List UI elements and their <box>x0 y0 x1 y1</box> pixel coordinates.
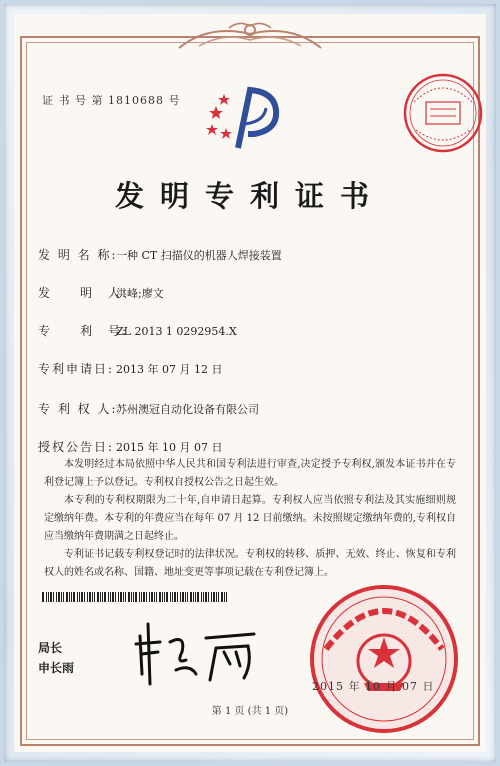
field-label: 专 利 权 人: <box>38 402 118 416</box>
field-label: 授权公告日: <box>38 440 115 454</box>
director-name: 申长雨 <box>38 661 75 675</box>
field-invention-name <box>38 246 282 263</box>
field-inventor <box>38 284 164 301</box>
body-paragraph: 专利证书记载专利权登记时的法律状况。专利权的转移、质押、无效、终止、恢复和专利权人的姓名或名称、国籍、地址变更等事项记载在专利登记簿上。 <box>44 549 456 578</box>
official-seal-icon <box>402 72 484 154</box>
document-title: 发明专利证书 <box>114 179 385 213</box>
field-value: ZL 2013 1 0292954.X <box>116 325 237 338</box>
patent-office-logo-icon <box>204 84 284 154</box>
page-indicator: 第 1 页 (共 1 页) <box>211 706 289 717</box>
field-value: 一种 CT 扫描仪的机器人焊接装置 <box>116 249 282 262</box>
body-paragraph: 本发明经过本局依照中华人民共和国专利法进行审查,决定授予专利权,颁发本证书并在专利登记簿上予以登记。专利权自授权公告之日起生效。 <box>44 459 456 488</box>
field-value: 苏州澳冠自动化设备有限公司 <box>116 403 259 416</box>
field-patentee <box>38 400 259 417</box>
director-title: 局长 <box>38 641 63 655</box>
field-value: 2015 年 10 月 07 日 <box>116 441 223 454</box>
field-label: 发 明 人: <box>38 286 129 300</box>
top-ornament-icon <box>169 20 331 54</box>
field-value: 洪峰;廖文 <box>116 287 164 300</box>
seal-date: 2015 年 10 月 07 日 <box>312 680 435 693</box>
certificate-number: 证 书 号 第 1810688 号 <box>42 94 181 107</box>
barcode-icon <box>42 592 227 602</box>
field-value: 2013 年 07 月 12 日 <box>116 363 223 376</box>
body-paragraph: 本专利的专利权期限为二十年,自申请日起算。专利权人应当依照专利法及其实施细则规定缴纳年费。本专利的年费应当在每年 07 月 12 日前缴纳。未按照规定缴纳年费的,专利权自应当缴纳年费期满之日起终止。 <box>44 495 456 542</box>
field-patent-number <box>38 322 237 339</box>
certificate-paper <box>14 14 486 752</box>
field-application-date <box>38 360 222 377</box>
field-label: 专利申请日: <box>38 362 115 376</box>
field-label: 专 利 号: <box>38 324 129 338</box>
field-grant-date <box>38 438 222 455</box>
certificate-body <box>44 456 456 582</box>
director-signature-icon <box>126 614 276 694</box>
field-label: 发 明 名 称: <box>38 248 118 262</box>
